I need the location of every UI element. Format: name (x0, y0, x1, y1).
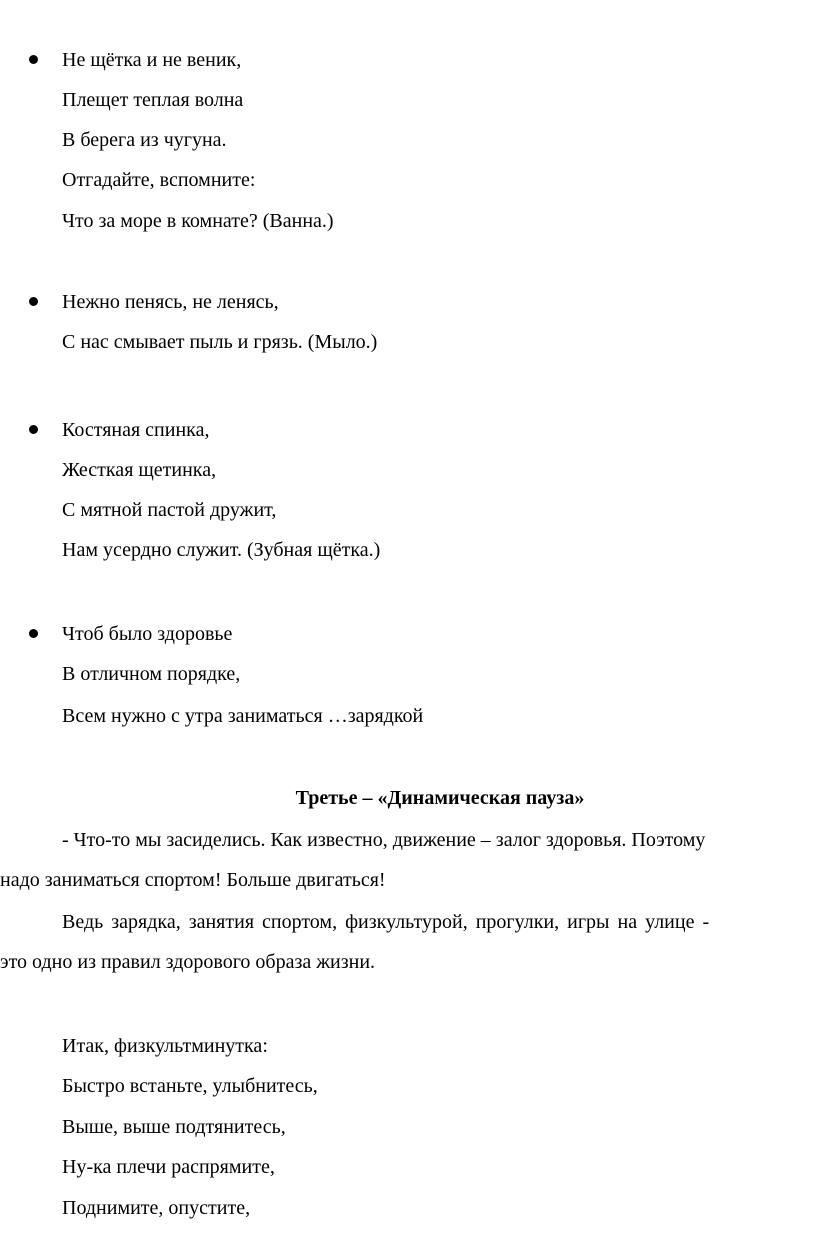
paragraph-2-line-2: это одно из правил здорового образа жизни. (0, 951, 376, 973)
riddle-2-line-2: С нас смывает пыль и грязь. (Мыло.) (62, 331, 378, 353)
bullet-icon (29, 297, 38, 306)
riddle-4-line-1: Чтоб было здоровье (62, 623, 233, 645)
riddle-1-line-1: Не щётка и не веник, (62, 49, 242, 71)
riddle-1-line-4: Отгадайте, вспомните: (62, 169, 256, 191)
riddle-3-line-4: Нам усердно служит. (Зубная щётка.) (62, 539, 381, 561)
riddle-2-line-1: Нежно пенясь, не ленясь, (62, 291, 279, 313)
section-title: Третье – «Динамическая пауза» (295, 787, 585, 809)
riddle-3-line-3: С мятной пастой дружит, (62, 499, 277, 521)
exercise-line-3: Ну-ка плечи распрямите, (62, 1156, 275, 1178)
bullet-icon (29, 629, 38, 638)
riddle-4-line-3: Всем нужно с утра заниматься …зарядкой (62, 705, 424, 727)
paragraph-1-line-1: - Что-то мы засиделись. Как известно, движение – залог здоровья. Поэтому (62, 829, 706, 851)
exercise-intro: Итак, физкультминутка: (62, 1035, 268, 1057)
bullet-icon (29, 55, 38, 64)
riddle-3-line-2: Жесткая щетинка, (62, 459, 217, 481)
paragraph-2-line-1: Ведь зарядка, занятия спортом, физкультурой, прогулки, игры на улице - (62, 911, 710, 933)
riddle-1-line-2: Плещет теплая волна (62, 89, 244, 111)
riddle-3-line-1: Костяная спинка, (62, 419, 210, 441)
riddle-4-line-2: В отличном порядке, (62, 663, 241, 685)
riddle-1-line-3: В берега из чугуна. (62, 129, 227, 151)
paragraph-1-line-2: надо заниматься спортом! Больше двигаться! (0, 869, 386, 891)
bullet-icon (29, 425, 38, 434)
exercise-line-4: Поднимите, опустите, (62, 1197, 251, 1219)
exercise-line-1: Быстро встаньте, улыбнитесь, (62, 1075, 318, 1097)
exercise-line-2: Выше, выше подтянитесь, (62, 1116, 286, 1138)
riddle-1-line-5: Что за море в комнате? (Ванна.) (62, 210, 334, 232)
